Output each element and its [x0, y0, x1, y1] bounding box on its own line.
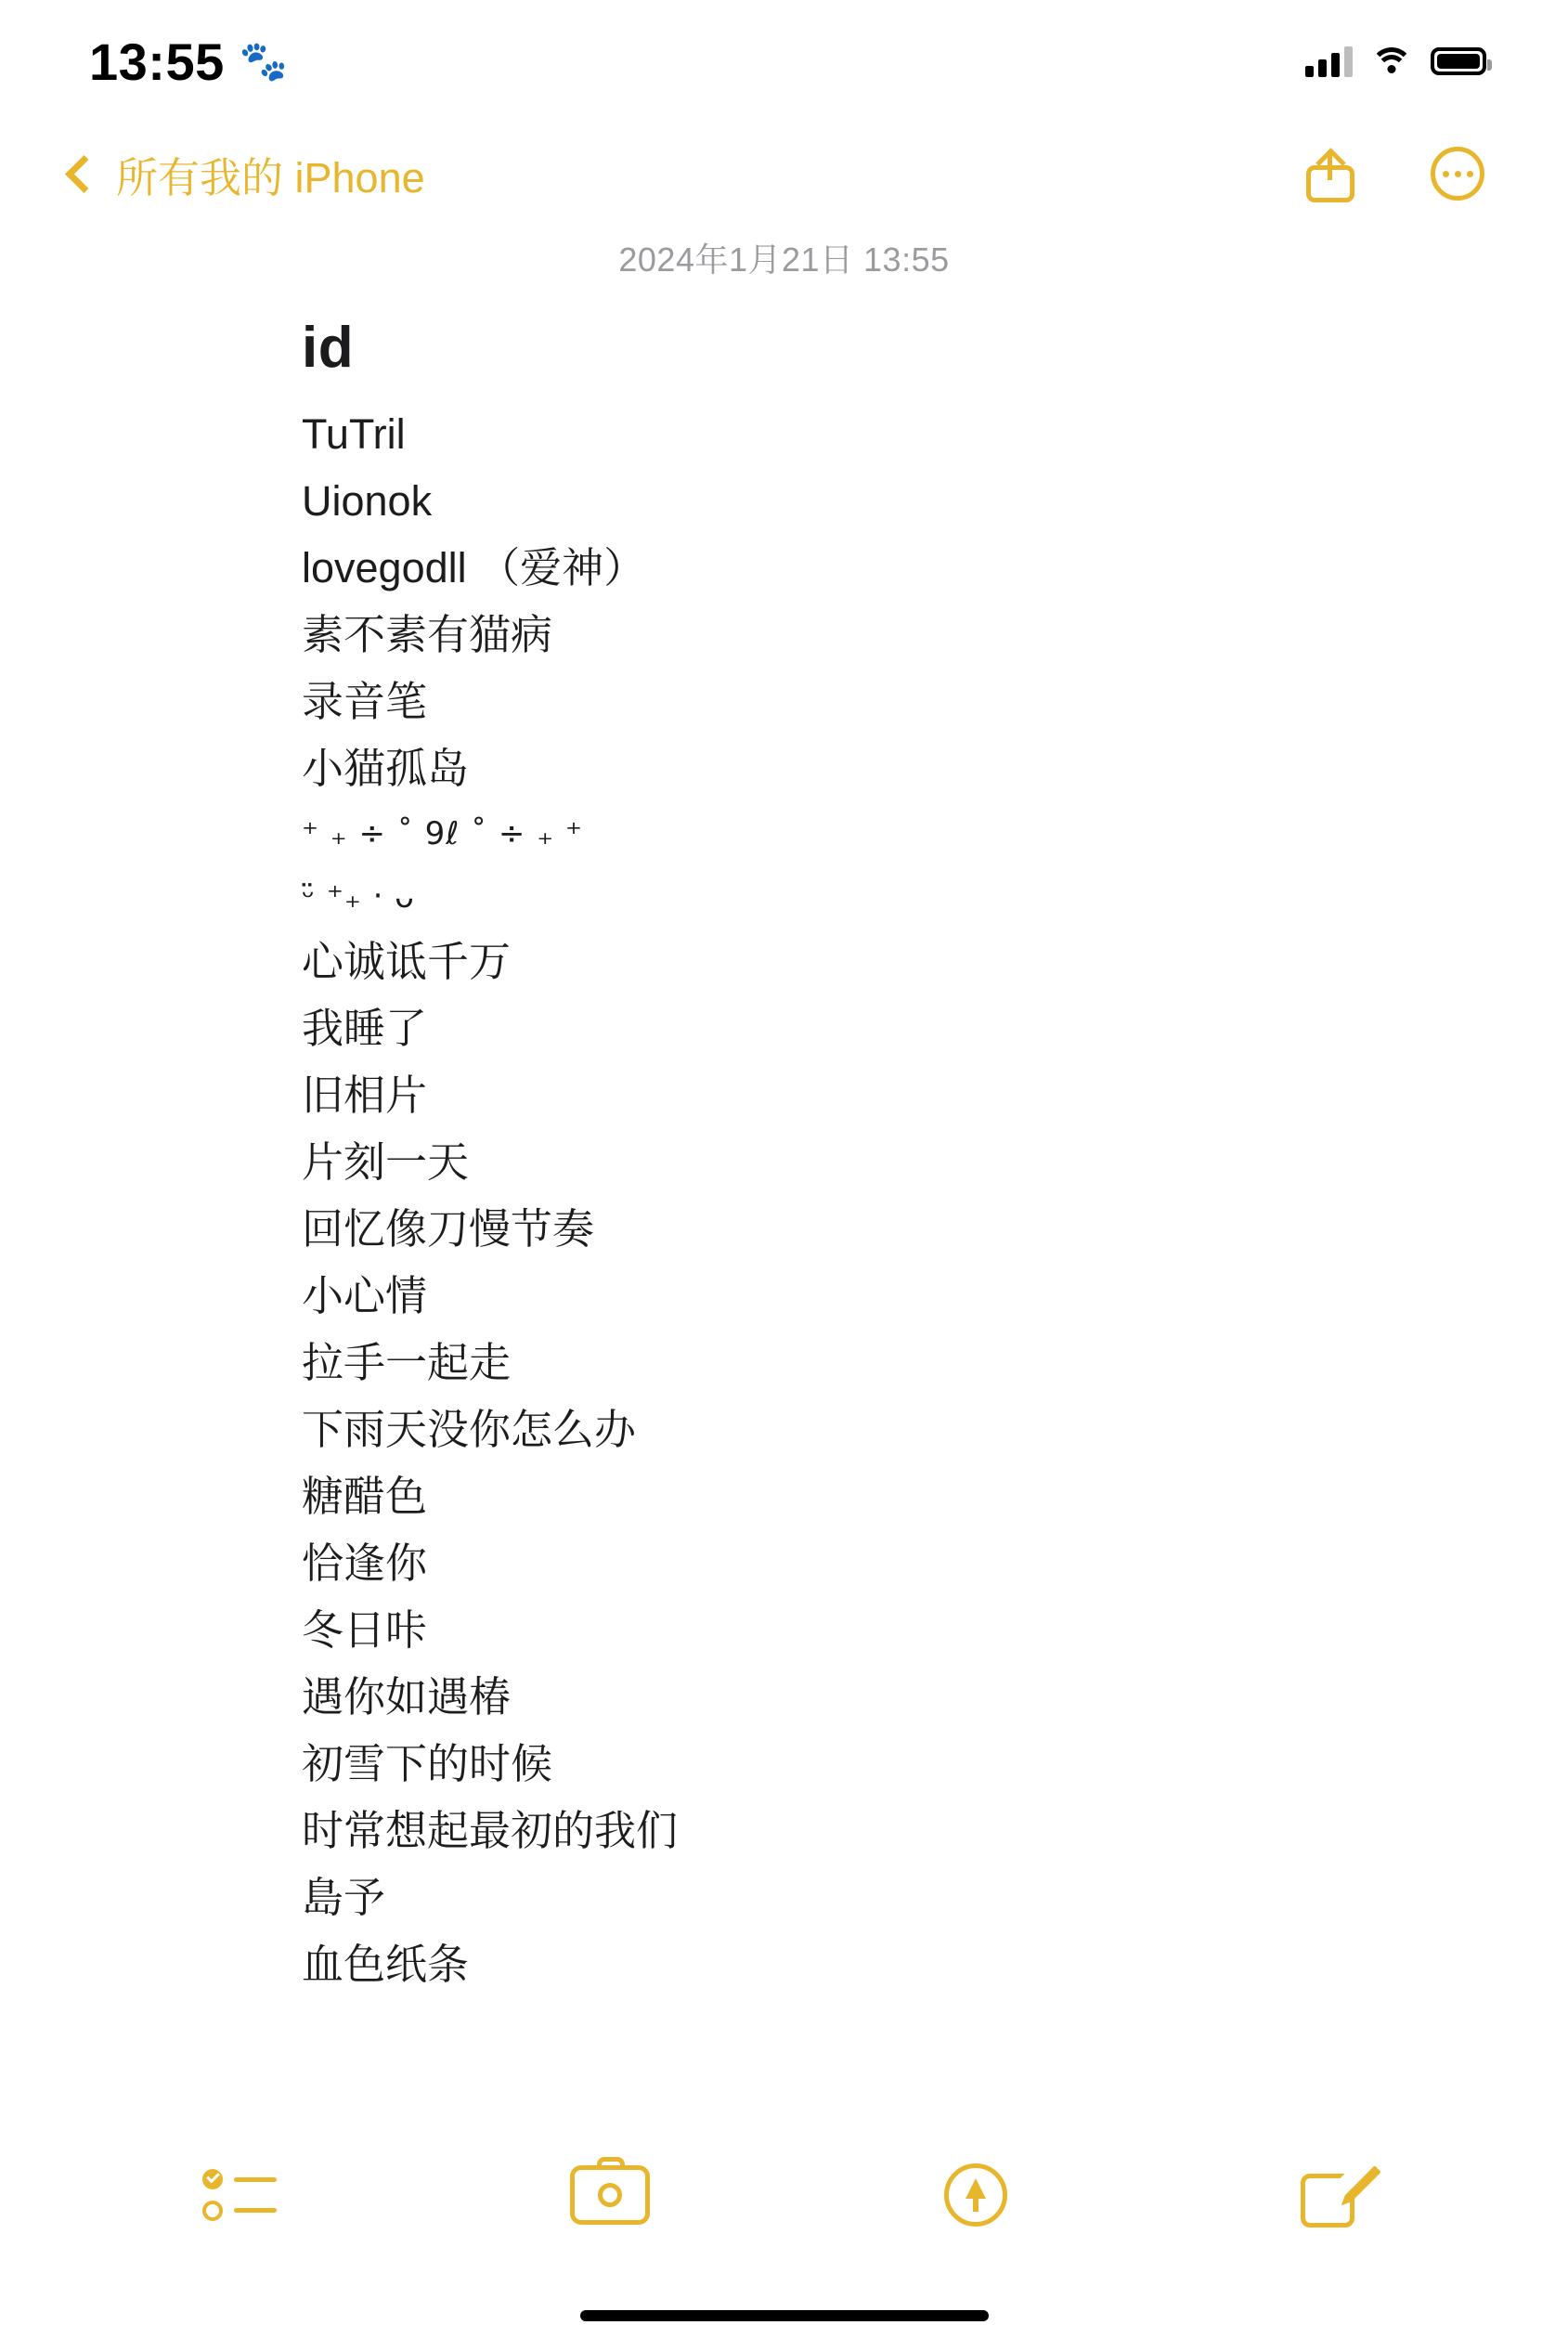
status-bar-left	[89, 32, 288, 92]
compose-icon[interactable]	[1301, 2163, 1366, 2228]
chevron-left-icon	[65, 154, 103, 192]
note-line: 小心情	[302, 1272, 428, 1319]
note-line: 糖醋色	[302, 1473, 428, 1520]
paw-icon: 🐾	[239, 39, 289, 83]
status-bar	[0, 0, 1568, 123]
note-line: Uionok	[302, 477, 433, 525]
more-circle-icon[interactable]	[1431, 147, 1484, 201]
note-line: 小猫孤岛	[302, 745, 470, 792]
note-line: 旧相片	[302, 1072, 428, 1119]
note-title: id	[302, 316, 355, 380]
note-line: TuTril	[302, 410, 406, 458]
note-line: 时常想起最初的我们	[302, 1807, 679, 1854]
note-line: 血色纸条	[302, 1941, 470, 1988]
markup-pen-icon[interactable]	[944, 2163, 1007, 2227]
note-line: ᵕ̈ ⁺₊ ‧ ᴗ	[302, 878, 415, 916]
back-button-label: 所有我的 iPhone	[116, 153, 425, 201]
note-line: 心诚诋千万	[302, 938, 512, 985]
share-icon[interactable]	[1306, 145, 1354, 202]
status-bar-right	[1305, 45, 1486, 77]
battery-icon	[1431, 47, 1486, 75]
note-timestamp: 2024年1月21日 13:55	[618, 240, 950, 279]
note-line: 拉手一起走	[302, 1339, 512, 1386]
note-line: 冬日咔	[302, 1606, 428, 1654]
back-button[interactable]	[56, 144, 425, 204]
note-line: ⁺ ₊ ÷ ˚ 9ℓ ˚ ÷ ₊ ⁺	[302, 815, 583, 852]
note-line: 初雪下的时候	[302, 1740, 553, 1787]
note-line: 下雨天没你怎么办	[302, 1406, 637, 1453]
note-line: 录音笔	[302, 678, 428, 725]
note-line: 恰逢你	[302, 1539, 428, 1587]
wifi-icon	[1371, 45, 1412, 77]
navigation-actions	[1306, 145, 1484, 202]
note-body[interactable]	[0, 281, 1568, 1998]
home-indicator	[580, 2310, 989, 2321]
status-time: 13:55	[89, 32, 225, 91]
cellular-signal-icon	[1305, 45, 1353, 77]
note-line: 片刻一天	[302, 1138, 470, 1186]
checklist-icon[interactable]	[202, 2165, 277, 2225]
navigation-bar	[0, 123, 1568, 225]
camera-icon[interactable]	[570, 2165, 650, 2225]
note-line: 素不素有猫病	[302, 611, 553, 658]
note-line: 我睡了	[302, 1005, 428, 1052]
bottom-toolbar	[0, 2139, 1568, 2251]
note-line: 遇你如遇椿	[302, 1673, 512, 1721]
note-line: 島予	[302, 1874, 386, 1921]
note-line: 回忆像刀慢节奏	[302, 1205, 595, 1253]
note-line: lovegodll （爱神）	[302, 544, 646, 591]
